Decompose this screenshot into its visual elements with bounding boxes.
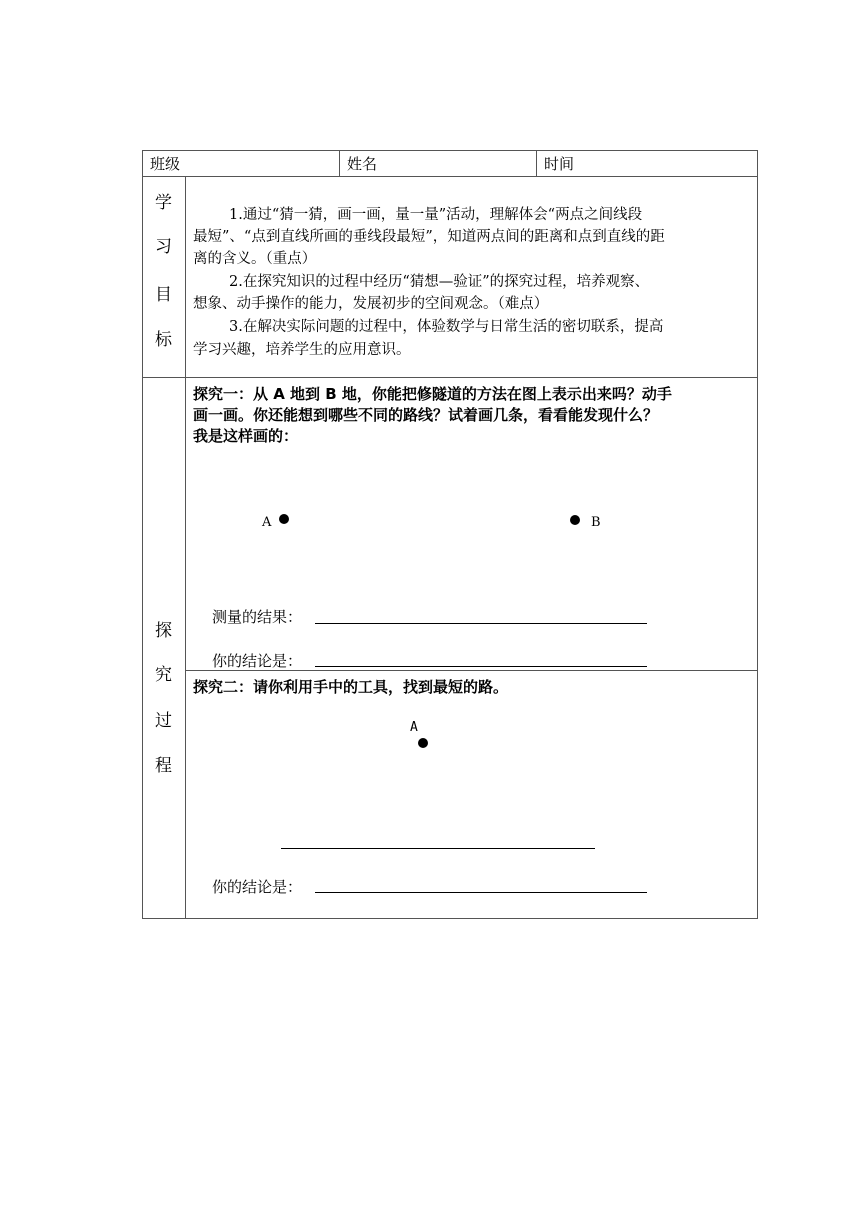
table-left-border	[142, 150, 143, 919]
side-column-border	[185, 176, 186, 919]
name-label: 姓名	[347, 155, 378, 173]
table-bottom-border	[142, 918, 758, 919]
point-b-dot	[570, 515, 580, 525]
objective-line: 最短”、“点到直线所画的垂线段最短”，知道两点间的距离和点到直线的距	[193, 229, 665, 245]
measure-label: 测量的结果：	[212, 608, 303, 626]
objectives-title-char: 习	[155, 237, 172, 257]
conclusion1-label: 你的结论是：	[212, 652, 303, 670]
class-label: 班级	[150, 155, 181, 173]
conclusion2-answer-line[interactable]	[315, 892, 647, 893]
point-a-dot	[279, 514, 289, 524]
process-title-char: 过	[155, 711, 172, 731]
explore1-line: 我是这样画的：	[193, 427, 299, 445]
objective-line: 学习兴趣，培养学生的应用意识。	[193, 342, 411, 358]
objective-line: 离的含义。（重点）	[193, 251, 317, 267]
point-b-label: B	[591, 515, 601, 530]
objective-line: 1.通过“猜一猜，画一画，量一量”活动，理解体会“两点之间线段	[229, 207, 643, 223]
header-divider-1	[339, 150, 340, 177]
explore2-point-a-dot	[418, 738, 428, 748]
conclusion1-answer-line[interactable]	[315, 666, 647, 667]
objective-line: 想象、动手操作的能力，发展初步的空间观念。（难点）	[193, 296, 549, 312]
time-label: 时间	[544, 155, 575, 173]
conclusion2-label: 你的结论是：	[212, 878, 303, 896]
process-title-char: 探	[155, 621, 172, 641]
header-divider-2	[536, 150, 537, 177]
table-top-border	[142, 150, 758, 151]
objective-line: 2.在探究知识的过程中经历“猜想—验证”的探究过程，培养观察、	[229, 274, 650, 290]
reference-straight-line	[281, 848, 595, 849]
table-right-border	[757, 150, 758, 919]
measure-answer-line[interactable]	[315, 623, 647, 624]
header-bottom-border	[142, 176, 758, 177]
process-title-char: 程	[155, 756, 172, 776]
explore1-line: 画一画。你还能想到哪些不同的路线？试着画几条，看看能发现什么？	[193, 406, 659, 424]
point-a-label: A	[262, 515, 272, 530]
process-title-char: 究	[155, 665, 172, 685]
objectives-title-char: 学	[155, 193, 172, 213]
objectives-title-char: 目	[155, 285, 172, 305]
objectives-title-char: 标	[155, 330, 172, 350]
objectives-bottom-border	[142, 377, 758, 378]
explore2-line: 探究二：请你利用手中的工具，找到最短的路。	[193, 678, 509, 696]
explore2-point-a-label: A	[410, 720, 418, 735]
explore1-line: 探究一：从 A 地到 B 地，你能把修隧道的方法在图上表示出来吗？动手	[193, 385, 672, 403]
objective-line: 3.在解决实际问题的过程中，体验数学与日常生活的密切联系，提高	[229, 319, 664, 335]
